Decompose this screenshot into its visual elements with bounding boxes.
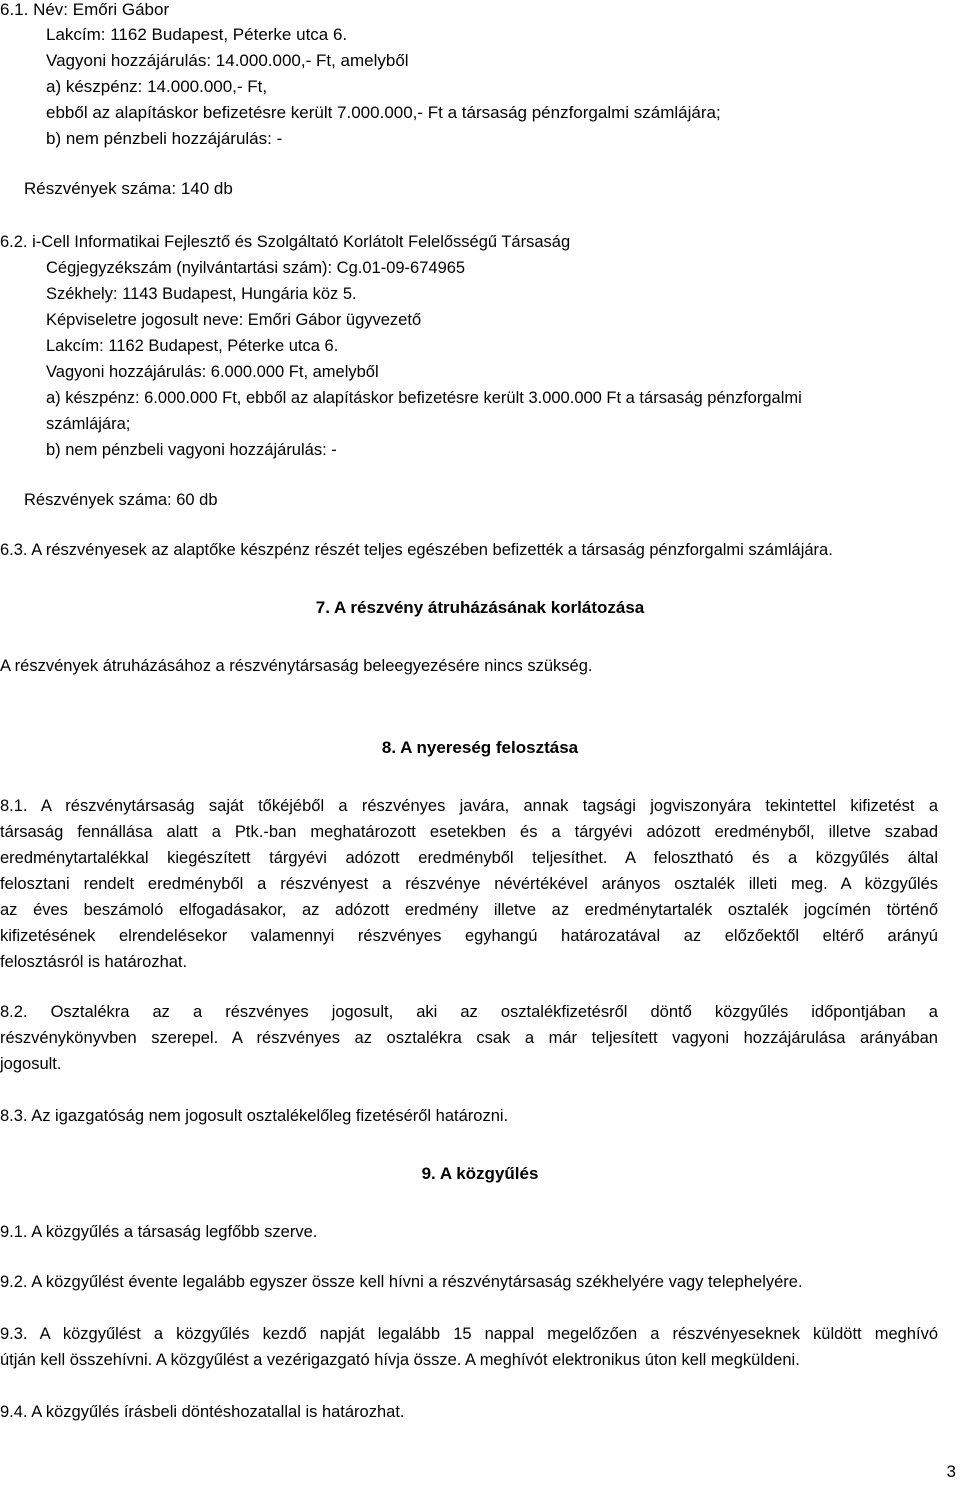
s81-line: az éves beszámoló elfogadásakor, az adózott eredmény illetve az eredménytartalék osztalék jogcímén történő — [0, 901, 938, 919]
s62-cash: a) készpénz: 6.000.000 Ft, ebből az alapításkor befizetésre került 3.000.000 Ft a társaság pénzforgalmi — [46, 389, 802, 407]
s61-cash: a) készpénz: 14.000.000,- Ft, — [46, 77, 268, 96]
s61-name: 6.1. Név: Emőri Gábor — [0, 0, 170, 19]
s81-line: eredménytartalékkal kiegészített tárgyévi adózott eredményből teljesíthet. A felosztható és a közgyűlés által — [0, 849, 938, 867]
s9-heading: 9. A közgyűlés — [421, 1164, 539, 1183]
s81-line: társaság fennállása alatt a Ptk.-ban meghatározott esetekben és a tárgyévi adózott eredményből, illetve szabad — [0, 823, 938, 841]
s61-contribution: Vagyoni hozzájárulás: 14.000.000,- Ft, amelyből — [46, 51, 409, 70]
s81-line: kifizetésének elrendelésekor valamennyi részvényes egyhangú határozatával az előzőektől eltérő arányú — [0, 927, 938, 945]
s94-text: 9.4. A közgyűlés írásbeli döntéshozatallal is határozhat. — [0, 1403, 405, 1421]
s8-heading: 8. A nyereség felosztása — [381, 738, 579, 757]
s62-shares: Részvények száma: 60 db — [24, 491, 218, 509]
s62-seat: Székhely: 1143 Budapest, Hungária köz 5. — [46, 285, 357, 303]
s82-line: részvénykönyvben szerepel. A részvényes az osztalékra csak a már teljesített vagyoni hozzájárulása arányában — [0, 1029, 938, 1047]
s62-noncash: b) nem pénzbeli vagyoni hozzájárulás: - — [46, 441, 337, 459]
s7-text: A részvények átruházásához a részvénytársaság beleegyezésére nincs szükség. — [0, 657, 593, 675]
s63-text: 6.3. A részvényesek az alaptőke készpénz részét teljes egészében befizették a társaság pénzforgalmi számlájára. — [0, 541, 833, 559]
s82-line: 8.2. Osztalékra az a részvényes jogosult, aki az osztalékfizetésről döntő közgyűlés időpontjában a — [0, 1003, 938, 1021]
page-number: 3 — [946, 1462, 956, 1481]
s61-noncash: b) nem pénzbeli hozzájárulás: - — [46, 129, 283, 148]
s93-line: útján kell összehívni. A közgyűlést a vezérigazgató hívja össze. A meghívót elektronikus úton kell megküldeni. — [0, 1351, 800, 1369]
s61-paid: ebből az alapításkor befizetésre került 7.000.000,- Ft a társaság pénzforgalmi számlájára; — [46, 103, 721, 122]
s62-company: 6.2. i-Cell Informatikai Fejlesztő és Szolgáltató Korlátolt Felelősségű Társaság — [0, 233, 571, 251]
s82-line: jogosult. — [0, 1055, 62, 1073]
s81-line: felosztani rendelt eredményből a részvényest a részvénye névértékével arányos osztalék illeti meg. A közgyűlés — [0, 875, 938, 893]
s62-cash-cont: számlájára; — [46, 415, 131, 433]
s61-shares: Részvények száma: 140 db — [24, 179, 233, 198]
s91-text: 9.1. A közgyűlés a társaság legfőbb szerve. — [0, 1223, 318, 1241]
s81-line: 8.1. A részvénytársaság saját tőkéjéből a részvényes javára, annak tagsági jogviszonyára tekintettel kifizetést a — [0, 797, 938, 815]
s62-registry: Cégjegyzékszám (nyilvántartási szám): Cg.01-09-674965 — [46, 259, 466, 277]
s7-heading: 7. A részvény átruházásának korlátozása — [315, 598, 645, 617]
s61-address: Lakcím: 1162 Budapest, Péterke utca 6. — [46, 25, 348, 44]
s81-line: felosztásról is határozhat. — [0, 953, 188, 971]
s62-address: Lakcím: 1162 Budapest, Péterke utca 6. — [46, 337, 339, 355]
s62-contribution: Vagyoni hozzájárulás: 6.000.000 Ft, amelyből — [46, 363, 379, 381]
s83-text: 8.3. Az igazgatóság nem jogosult osztalékelőleg fizetéséről határozni. — [0, 1107, 509, 1125]
s92-text: 9.2. A közgyűlést évente legalább egyszer össze kell hívni a részvénytársaság székhelyére vagy telephelyére. — [0, 1273, 803, 1291]
s93-line: 9.3. A közgyűlést a közgyűlés kezdő napját legalább 15 nappal megelőzően a részvényeseknek küldött meghívó — [0, 1325, 938, 1343]
s62-representative: Képviseletre jogosult neve: Emőri Gábor ügyvezető — [46, 311, 422, 329]
